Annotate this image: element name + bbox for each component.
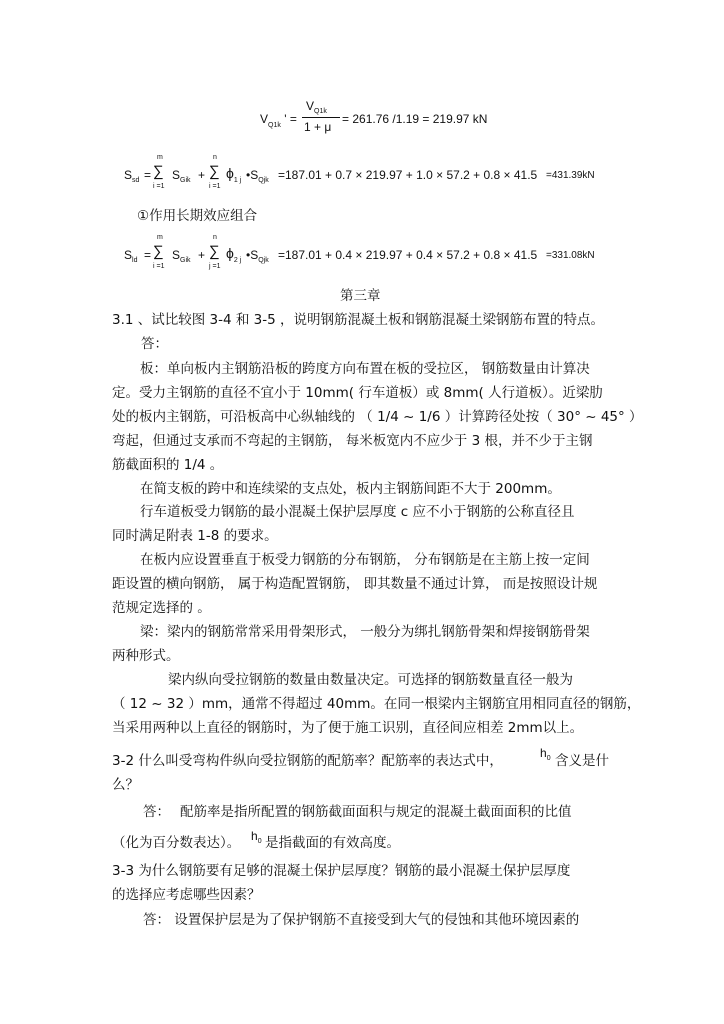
sd2-term2: $•S_{Qjk}$ (246, 248, 269, 264)
paragraph-line: 当采用两种以上直径的钢筋时，为了便于施工识别，直径间应相差 2mm以上。 (112, 720, 584, 736)
paragraph-line: 梁：梁内的钢筋常常采用骨架形式， 一般分为绑扎钢筋骨架和焊接钢筋骨架 (140, 624, 590, 640)
paragraph-line: 同时满足附表 1-8 的要求。 (112, 528, 278, 544)
question-3-3-line2: 的选择应考虑哪些因素？ (112, 887, 261, 903)
paragraph-line: 在简支板的跨中和连续梁的支点处，板内主钢筋间距不大于 200mm。 (140, 481, 561, 497)
paragraph-line: 板：单向板内主钢筋沿板的跨度方向布置在板的受拉区， 钢筋数量由计算决 (140, 361, 590, 377)
sum1-top: m (157, 234, 163, 241)
paragraph-line: （ 12 ~ 32 ）mm，通常不得超过 40mm。在同一根梁内主钢筋宜用相同直径的钢筋， (112, 696, 641, 712)
sum2-bottom: i =1 (209, 183, 221, 190)
paragraph-line: 距设置的横向钢筋， 属于构造配置钢筋， 即其数量不通过计算， 而是按照设计规 (112, 576, 598, 592)
paragraph-line: 在板内应设置垂直于板受力钢筋的分布钢筋， 分布钢筋是在主筋上按一定间 (140, 552, 590, 568)
sd1-rhs: =187.01 + 0.7 × 219.97 + 1.0 × 57.2 + 0.8 × 41.5 (278, 168, 538, 182)
paragraph-line: 两种形式。 (112, 648, 180, 664)
vq1k-result: = 261.76 /1.19 = 219.97 kN (342, 112, 488, 126)
h0-symbol: $h_0$ (251, 829, 262, 845)
long-term-heading: ①作用长期效应组合 (137, 208, 258, 224)
sum1-bottom: i =1 (153, 183, 165, 190)
sum1-top: m (157, 154, 163, 161)
psi-symbol: $\phi_{2 j}$ (226, 245, 242, 264)
sum2-bottom: j =1 (209, 263, 221, 270)
sigma-icon: ∑ (153, 163, 164, 180)
answer-label: 答： (141, 336, 168, 352)
sum1-bottom: i =1 (153, 263, 165, 270)
paragraph-line: 定。受力主钢筋的直径不宜小于 10mm( 行车道板）或 8mm( 人行道板）。近梁肋 (112, 385, 603, 401)
sd1-term2: $•S_{Qjk}$ (246, 168, 269, 184)
vq1k-numerator: $V_{Q1k}$ (306, 99, 327, 115)
paragraph-line: （化为百分数表达）。 (112, 835, 241, 851)
paragraph-line: 是指截面的有效高度。 (265, 835, 400, 851)
sd1-result: =431.39kN (546, 170, 595, 181)
paragraph-line: 梁内纵向受拉钢筋的数量由数量决定。可选择的钢筋数量直径一般为 (168, 672, 573, 688)
sd2-plus: + (198, 248, 206, 262)
sigma-icon: ∑ (209, 163, 220, 180)
paragraph-line: 范规定选择的 。 (112, 600, 211, 616)
paragraph-line: 筋截面积的 1/4 。 (112, 457, 224, 473)
paragraph-line: 配筋率是指所配置的钢筋截面面积与规定的混凝土截面面积的比值 (180, 804, 572, 820)
sum2-top: n (213, 154, 217, 161)
paragraph-line: 弯起，但通过支承而不弯起的主钢筋， 每米板宽内不应少于 3 根，并不少于主钢 (112, 433, 593, 449)
sd2-term1: $S_{Gik}$ (172, 248, 191, 264)
question-3-2: 3-2 什么叫受弯构件纵向受拉钢筋的配筋率？配筋率的表达式中， (112, 753, 503, 769)
answer-label: 答： (143, 804, 170, 820)
paragraph-line: 行车道板受力钢筋的最小混凝土保护层厚度 c 应不小于钢筋的公称直径且 (140, 504, 575, 520)
question-3-2-tail: 含义是什 (555, 753, 609, 769)
chapter-title: 第三章 (340, 288, 381, 304)
sd1-eq: = (144, 168, 152, 182)
sd2-rhs: =187.01 + 0.4 × 219.97 + 0.4 × 57.2 + 0.8 × 41.5 (278, 248, 538, 262)
paragraph-line: 处的板内主钢筋，可沿板高中心纵轴线的 （ 1/4 ~ 1/6 ）计算跨径处按（ 30° ~ 45° ） (112, 409, 643, 425)
sigma-icon: ∑ (153, 243, 164, 260)
sd1-lhs: $S_{sd}$ (124, 168, 140, 184)
question-3-3: 3-3 为什么钢筋要有足够的混凝土保护层厚度？钢筋的最小混凝土保护层厚度 (112, 863, 571, 879)
vq1k-lhs: $V_{Q1k}$ ' = (260, 112, 297, 129)
h0-symbol: $h_0$ (540, 746, 551, 762)
sum2-top: n (213, 234, 217, 241)
sd2-lhs: $S_{ld}$ (124, 248, 138, 264)
sd1-term1: $S_{Gik}$ (172, 168, 191, 184)
sd2-result: =331.08kN (546, 250, 595, 261)
sd1-plus: + (198, 168, 206, 182)
question-3-2-line2: 么？ (112, 777, 139, 793)
psi-symbol: $\phi_{1 j}$ (226, 165, 242, 184)
sd2-eq: = (144, 248, 152, 262)
sigma-icon: ∑ (209, 243, 220, 260)
paragraph-line: 答： 设置保护层是为了保护钢筋不直接受到大气的侵蚀和其他环境因素的 (143, 912, 580, 928)
vq1k-denominator: 1 + μ (304, 120, 332, 134)
question-3-1: 3.1 、试比较图 3-4 和 3-5 ，说明钢筋混凝土板和钢筋混凝土梁钢筋布置的特点。 (112, 312, 605, 328)
fraction-bar (302, 117, 340, 118)
